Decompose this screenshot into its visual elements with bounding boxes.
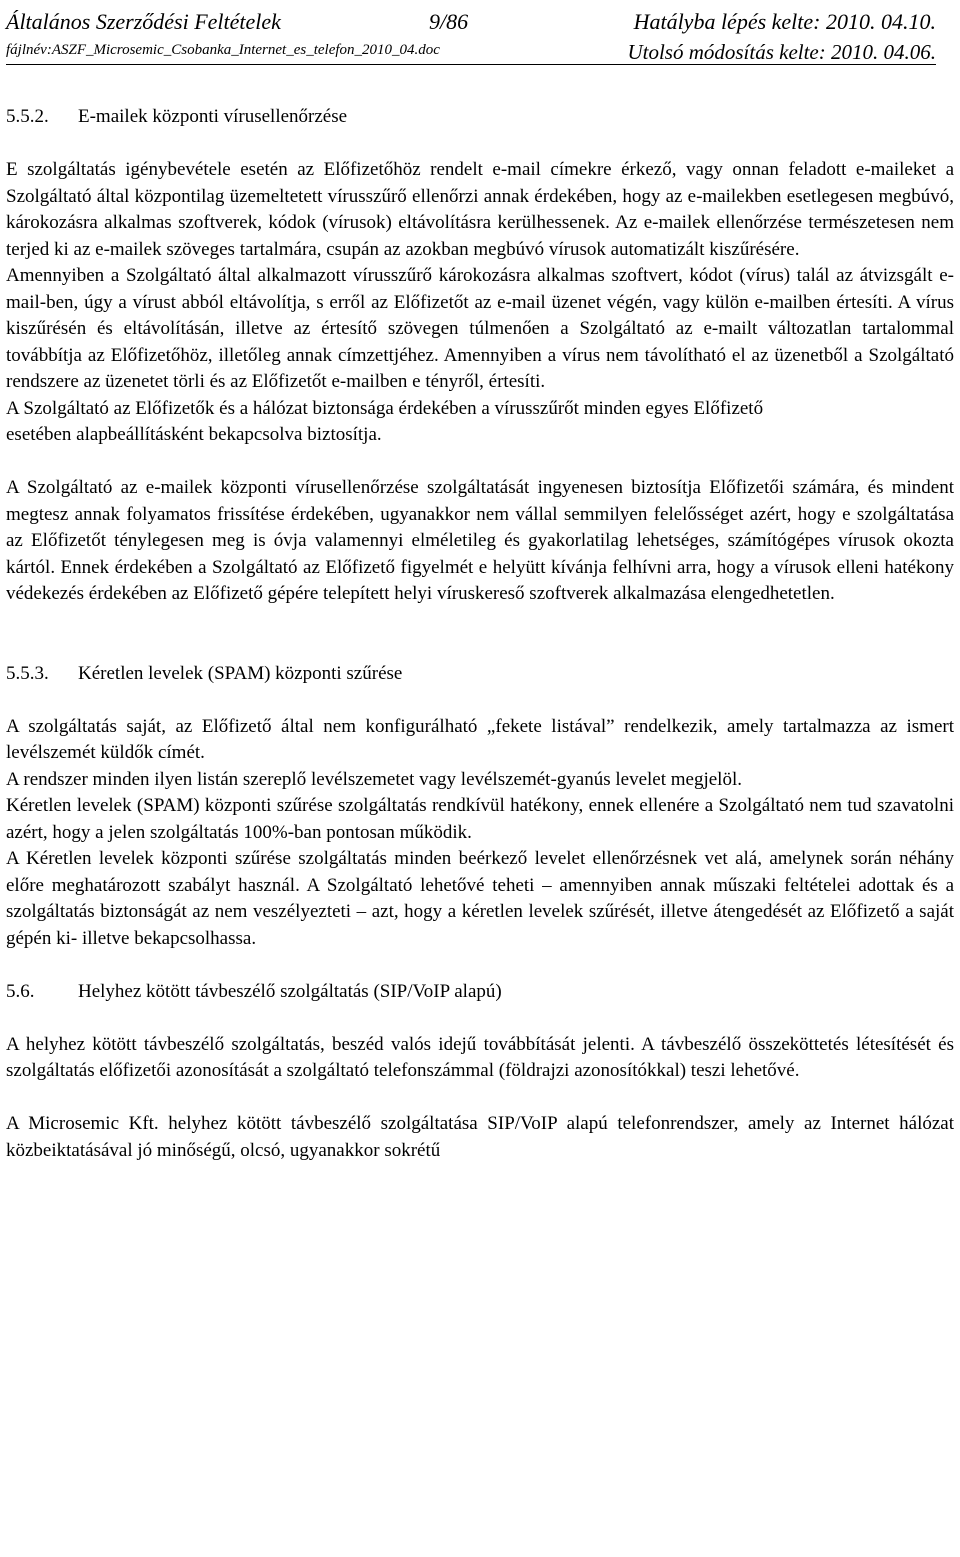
section-heading (6, 661, 954, 688)
paragraph: E szolgáltatás igénybevétele esetén az Előfizetőhöz rendelt e-mail címekre érkező, vagy onnan feladott e-maileket a Szolgáltató által központilag üzemeltetett vírusszűrő ellenőrzi annak érdekében, hogy az e-mailekben esetlegesen megbúvó, károkozásra alkalmas szoftverek, kódok (vírusok) eltávolításra kerülhessenek. Az e-mailek ellenőrzése természetesen nem terjed ki az e-mailek szöveges tartalmára, csupán az azokban megbúvó vírusok automatizált kiszűrésére. (6, 159, 954, 260)
paragraph: A Szolgáltató az Előfizetők és a hálózat biztonsága érdekében a vírusszűrőt minden egyes Előfizető (6, 397, 764, 419)
paragraph: A Microsemic Kft. helyhez kötött távbeszélő szolgáltatása SIP/VoIP alapú telefonrendszer, amely az Internet hálózat közbeiktatásával jó minőségű, olcsó, ugyanakkor sokrétű (6, 1113, 954, 1161)
section-title: Helyhez kötött távbeszélő szolgáltatás (SIP/VoIP alapú) (78, 980, 502, 1002)
section-title: E-mailek központi vírusellenőrzése (78, 106, 348, 127)
document-body (6, 104, 954, 1164)
section-heading (6, 104, 954, 131)
section-title: Kéretlen levelek (SPAM) központi szűrése (78, 662, 403, 684)
paragraph: Kéretlen levelek (SPAM) központi szűrése szolgáltatás rendkívül hatékony, ennek ellenére a Szolgáltató nem tud szavatolni azért, hogy a jelen szolgáltatás 100%-ban pontosan működik. (6, 795, 954, 843)
section-number: 5.5.3. (6, 662, 49, 684)
section-number: 5.5.2. (6, 106, 49, 127)
header-row-top (6, 6, 936, 38)
modified-date: Utolsó módosítás kelte: 2010. 04.06. (627, 40, 936, 64)
page-number: 9/86 (429, 9, 469, 34)
page-header (6, 6, 936, 65)
paragraph: A Szolgáltató az e-mailek központi vírusellenőrzése szolgáltatását ingyenesen biztosítja Előfizetői számára, és mindent megtesz annak folyamatos frissítése érdekében, ugyanakkor nem vállal semmilyen felelősséget azért, hogy e szolgáltatása az Előfizetőt ténylegesen meg is óvja valamennyi elméletileg és gyakorlatilag lehetséges, számítógépes vírusok okozta kártól. Ennek érdekében a Szolgáltató az Előfizető figyelmét e helyütt kívánja felhívni arra, hogy a vírusok elleni hatékony védekezés érdekében az Előfizető gépére telepített helyi víruskereső szoftverek alkalmazása elengedhetetlen. (6, 477, 954, 604)
section-number: 5.6. (6, 980, 35, 1002)
header-row-bottom (6, 38, 936, 62)
paragraph: A szolgáltatás saját, az Előfizető által nem konfigurálható „fekete listával” rendelkezik, amely tartalmazza az ismert levélszemét küldők címét. (6, 715, 954, 763)
section-heading (6, 979, 954, 1006)
file-name: fájlnév:ASZF_Microsemic_Csobanka_Internet_es_telefon_2010_04.doc (6, 42, 440, 58)
paragraph: esetében alapbeállításként bekapcsolva biztosítja. (6, 424, 382, 445)
paragraph: Amennyiben a Szolgáltató által alkalmazott vírusszűrő károkozásra alkalmas szoftvert, kódot (vírus) talál az átvizsgált e-mail-ben, úgy a vírust abból eltávolítja, s erről az Előfizetőt az e-mail üzenet végén, vagy külön e-mailben értesíti. A vírus kiszűrésén és eltávolításán, illetve az értesítő szövegen túlmenően a Szolgáltató az e-mailt változatlan tartalommal továbbítja az Előfizetőhöz, illetőleg annak címzettjéhez. Amennyiben a vírus nem távolítható el az üzenetből a Szolgáltató rendszere az üzenetet törli és az Előfizetőt e-mailben e tényről, értesíti. (6, 265, 954, 392)
document-title: Általános Szerződési Feltételek (6, 9, 281, 34)
paragraph: A rendszer minden ilyen listán szereplő levélszemetet vagy levélszemét-gyanús levelet megjelöl. (6, 768, 742, 790)
paragraph: A helyhez kötött távbeszélő szolgáltatás, beszéd valós idejű továbbítását jelenti. A távbeszélő összeköttetés létesítését és szolgáltatás előfizetői azonosítását a szolgáltató telefonszámmal (földrajzi azonosítókkal) teszi lehetővé. (6, 1033, 954, 1081)
paragraph: A Kéretlen levelek központi szűrése szolgáltatás minden beérkező levelet ellenőrzésnek vet alá, amelynek során néhány előre meghatározott szabályt használ. A Szolgáltató lehetővé teheti – amennyiben annak műszaki feltételei adottak és a szolgáltatás biztonságát az nem veszélyezteti – azt, hogy a kéretlen levelek szűrését, illetve átengedését az Előfizető a saját gépén ki- illetve bekapcsolhassa. (6, 848, 954, 949)
effective-date: Hatályba lépés kelte: 2010. 04.10. (633, 9, 936, 34)
